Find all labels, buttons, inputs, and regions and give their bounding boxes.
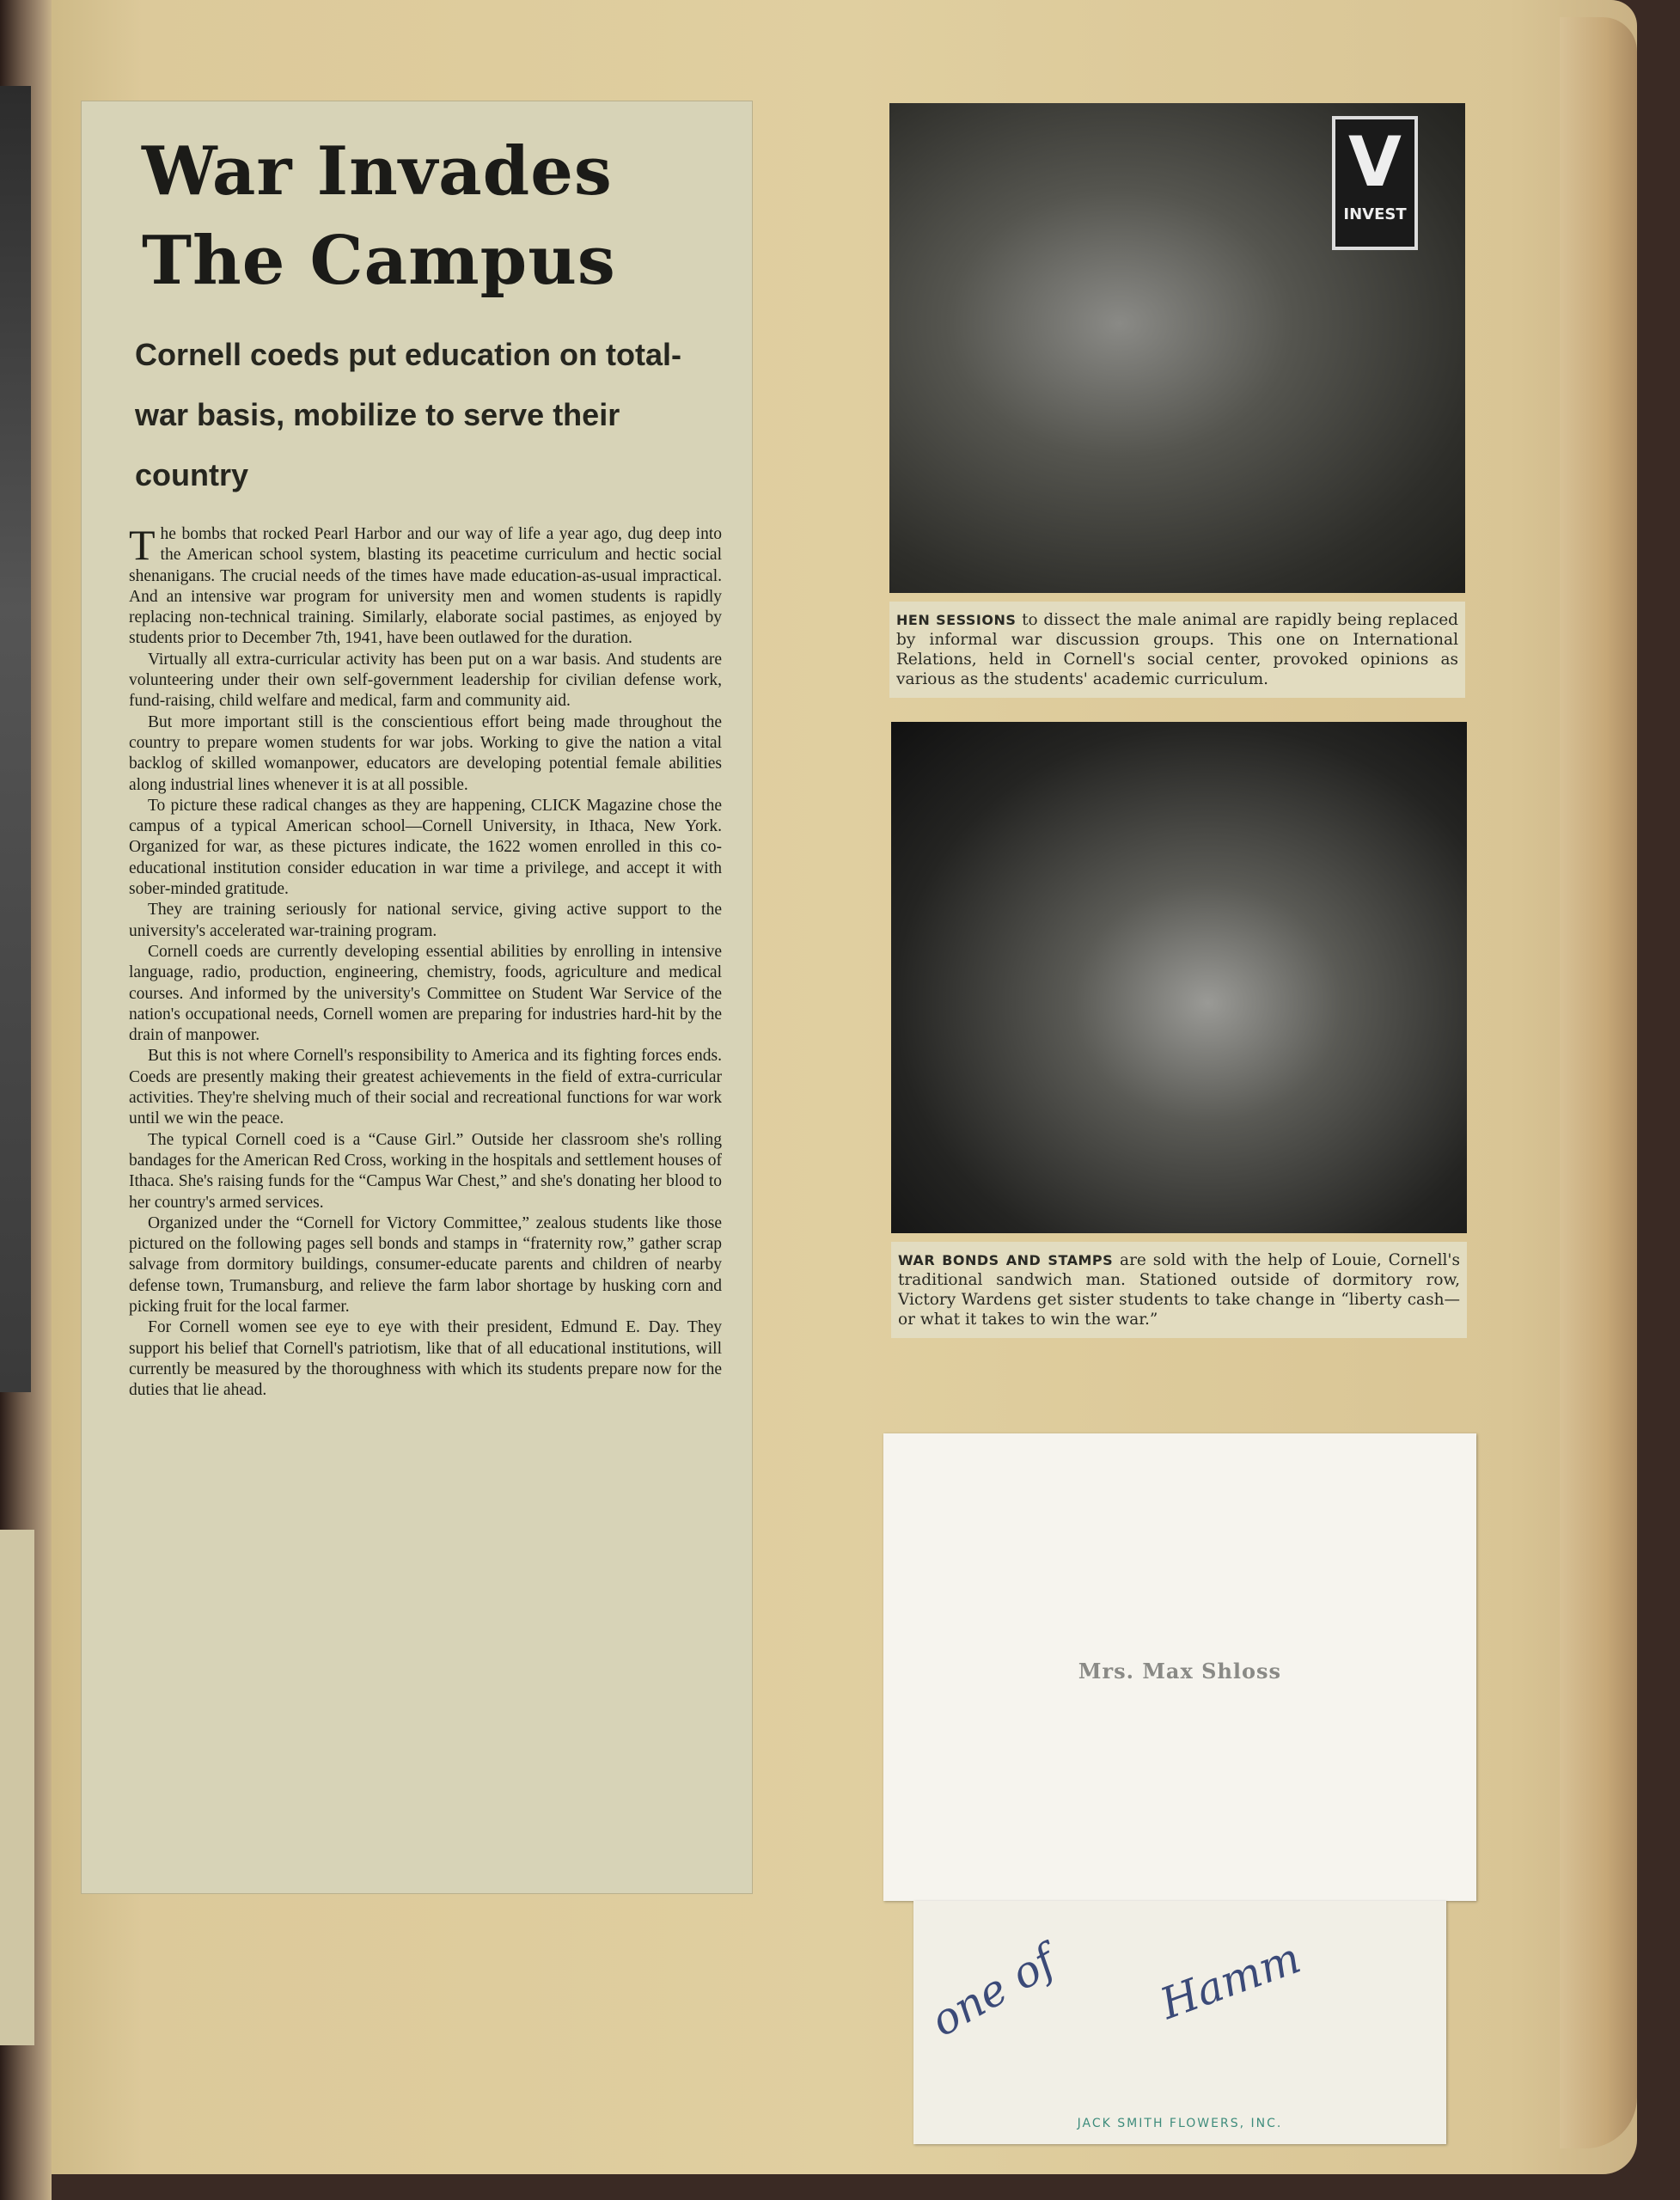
paragraph: For Cornell women see eye to eye with their president, Edmund E. Day. They support his belief that Cornell's patriotism, like that of all educational institutions, will currently be measured by the thoroughness with which its students prepare now for the duties that lie ahead. <box>129 1318 722 1400</box>
title-line: The Campus <box>142 222 616 300</box>
florist-name: JACK SMITH FLOWERS, INC. <box>1077 2117 1283 2130</box>
photo-caption <box>891 1242 1467 1338</box>
paragraph: Organized under the “Cornell for Victory Committee,” zealous students like those pictured on the following pages sell bonds and stamps in “fraternity row,” gather scrap salvage from dormitory buildings, consumer-educate parents and children of nearby defense town, Trumansburg, and relieve the farm labor shortage by husking corn and picking fruit for the local farmer. <box>129 1213 722 1316</box>
handwriting: Hamm <box>1153 1933 1307 2030</box>
paragraph: The typical Cornell coed is a “Cause Girl.” Outside her classroom she's rolling bandages for the American Red Cross, working in the hospitals and settlement houses of Ithaca. She's raising funds for the “Campus War Chest,” and she's donating her blood to her country's armed services. <box>129 1130 722 1212</box>
poster-text: INVEST <box>1343 205 1407 223</box>
paragraph: But this is not where Cornell's responsibility to America and its fighting forces ends. Coeds are presently making their greatest achievements in the field of extra-curricular activities. They're shelving much of their social and recreational functions for war work until we win the peace. <box>129 1047 722 1128</box>
paragraph-text: he bombs that rocked Pearl Harbor and our way of life a year ago, dug deep into the American school system, blasting its peacetime curriculum and hectic social shenanigans. The crucial needs of the times have made education-as-usual impractical. And an intensive war program for university men and women students is rapidly replacing non-technical training. Similarly, elaborate social pastimes, as enjoyed by students prior to December 7th, 1941, have been outlawed for the duration. <box>129 525 722 648</box>
calling-card <box>883 1433 1476 1901</box>
caption-lead: WAR BONDS AND STAMPS <box>898 1252 1114 1268</box>
photo-caption <box>889 602 1465 698</box>
invest-poster <box>1332 116 1418 250</box>
title-line: War Invades <box>142 132 613 211</box>
paragraph: They are training seriously for national service, giving active support to the university's accelerated war-training program. <box>129 901 722 940</box>
handwriting: one of <box>922 1935 1064 2047</box>
photo-war-bonds <box>891 722 1467 1233</box>
caption-text: to dissect the male animal are rapidly being replaced by informal war discussion groups. This one on International Relations, held in Cornell's social center, provoked opinions as various as the students' academic curriculum. <box>896 611 1459 688</box>
article-subtitle: Cornell coeds put education on total-war basis, mobilize to serve their country <box>135 337 682 492</box>
calling-card-name: Mrs. Max Shloss <box>1078 1659 1282 1684</box>
article-body <box>129 521 722 1401</box>
paragraph: But more important still is the conscientious effort being made throughout the country to prepare women students for war jobs. Working to give the nation a vital backlog of skilled womanpower, educators are developing potential female abilities along industrial lines whenever it is at all possible. <box>129 712 722 794</box>
paragraph <box>129 521 722 650</box>
caption-text: are sold with the help of Louie, Cornell's traditional sandwich man. Stationed outside of dormitory row, Victory Wardens get sister students to take change in “liberty cash—or what it takes to win the war.” <box>898 1251 1460 1329</box>
article-clipping <box>82 101 752 1893</box>
caption-lead: HEN SESSIONS <box>896 612 1017 628</box>
facing-page-photo <box>0 86 31 1392</box>
facing-page-text <box>0 1530 34 2045</box>
drop-cap: T <box>129 521 156 569</box>
paragraph: To picture these radical changes as they are happening, CLICK Magazine chose the campus of a typical American school—Cornell University, in Ithaca, New York. Organized for war, as these pictures indicate, the 1622 women enrolled in this co-educational institution consider education in war time a privilege, and accept it with sober-minded gratitude. <box>129 796 722 899</box>
poster-letter: V <box>1348 122 1402 202</box>
page-edge <box>1560 17 1637 2148</box>
photo-discussion-group <box>889 103 1465 593</box>
paragraph: Cornell coeds are currently developing essential abilities by enrolling in intensive language, radio, production, engineering, chemistry, foods, agriculture and medical courses. And informed by the university's Committee on Student War Service of the nation's occupational needs, Cornell women are preparing for industries hard-hit by the drain of manpower. <box>129 942 722 1045</box>
paragraph: Virtually all extra-curricular activity has been put on a war basis. And students are volunteering under their own self-government leadership for civilian defense work, fund-raising, child welfare and medical, farm and community aid. <box>129 650 722 711</box>
article-title <box>142 127 722 306</box>
florist-card <box>913 1901 1446 2144</box>
